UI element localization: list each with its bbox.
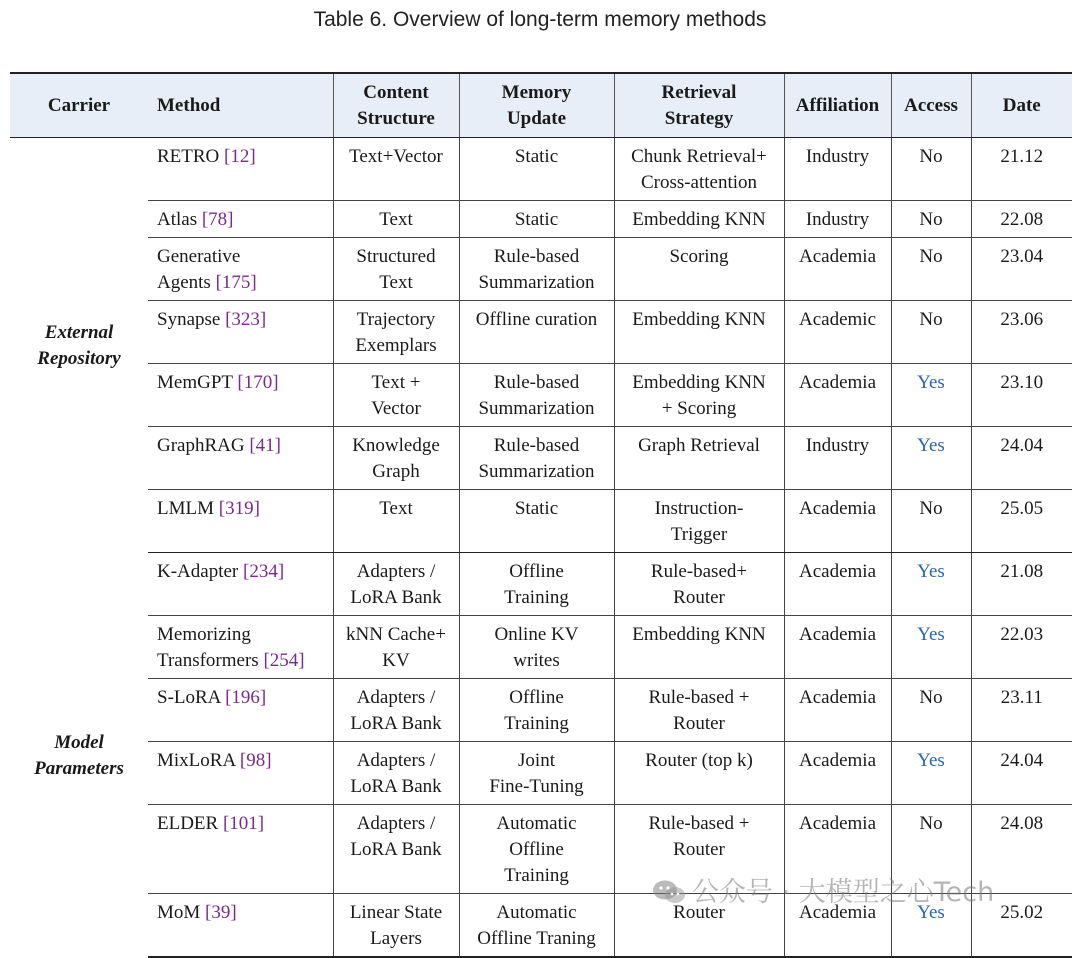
carrier-cell: Model Parameters — [34, 731, 124, 779]
header-retrieval-strategy: Retrieval Strategy — [614, 73, 784, 138]
affiliation-cell: Academia — [784, 805, 891, 894]
affiliation-cell: Academic — [784, 301, 891, 364]
method-cell: Generative Agents [175] — [148, 238, 333, 301]
citation-ref: [196] — [225, 687, 267, 708]
header-content-structure: Content Structure — [333, 73, 459, 138]
header-row — [10, 73, 1072, 138]
access-cell: Yes — [891, 894, 971, 958]
affiliation-cell: Industry — [784, 427, 891, 490]
access-cell: Yes — [891, 616, 971, 679]
retrieval-strategy-cell: Graph Retrieval — [614, 427, 784, 490]
citation-ref: [101] — [222, 813, 265, 834]
method-cell: GraphRAG [41] — [148, 427, 333, 490]
date-cell: 25.05 — [971, 490, 1072, 553]
memory-update-cell: Offline Training — [459, 553, 614, 616]
content-structure-cell: Text — [333, 490, 459, 553]
content-structure-cell: Structured Text — [333, 238, 459, 301]
memory-update-cell: Online KV writes — [459, 616, 614, 679]
access-cell: Yes — [891, 427, 971, 490]
affiliation-cell: Academia — [784, 742, 891, 805]
method-cell: ELDER [101] — [148, 805, 333, 894]
memory-update-cell: Offline Training — [459, 679, 614, 742]
citation-ref: [78] — [201, 209, 234, 230]
access-cell: No — [891, 138, 971, 201]
table-row — [10, 553, 1072, 616]
table-body — [10, 138, 1072, 958]
citation-ref: [319] — [218, 498, 260, 519]
method-cell: RETRO [12] — [148, 138, 333, 201]
access-cell: No — [891, 201, 971, 238]
wechat-icon — [652, 879, 686, 905]
table-row — [10, 427, 1072, 490]
header-method: Method — [148, 73, 333, 138]
content-structure-cell: Text+Vector — [333, 138, 459, 201]
memory-update-cell: Automatic Offline Training — [459, 805, 614, 894]
table-row — [10, 138, 1072, 201]
method-cell: MemGPT [170] — [148, 364, 333, 427]
citation-ref: [175] — [215, 272, 257, 293]
retrieval-strategy-cell: Embedding KNN — [614, 616, 784, 679]
method-cell: S-LoRA [196] — [148, 679, 333, 742]
affiliation-cell: Academia — [784, 238, 891, 301]
memory-update-cell: Rule-based Summarization — [459, 238, 614, 301]
retrieval-strategy-cell: Rule-based + Router — [614, 679, 784, 742]
method-cell: MoM [39] — [148, 894, 333, 958]
citation-ref: [41] — [249, 435, 282, 456]
retrieval-strategy-cell: Embedding KNN + Scoring — [614, 364, 784, 427]
long-term-memory-table — [10, 72, 1072, 958]
affiliation-cell: Industry — [784, 138, 891, 201]
access-cell: No — [891, 301, 971, 364]
access-cell: No — [891, 490, 971, 553]
table-row — [10, 616, 1072, 679]
table-row — [10, 301, 1072, 364]
method-cell: K-Adapter [234] — [148, 553, 333, 616]
access-cell: Yes — [891, 364, 971, 427]
retrieval-strategy-cell: Scoring — [614, 238, 784, 301]
access-cell: No — [891, 679, 971, 742]
retrieval-strategy-cell: Router — [614, 894, 784, 958]
citation-ref: [234] — [243, 561, 285, 582]
memory-update-cell: Automatic Offline Traning — [459, 894, 614, 958]
citation-ref: [170] — [237, 372, 279, 393]
date-cell: 25.02 — [971, 894, 1072, 958]
memory-update-cell: Joint Fine-Tuning — [459, 742, 614, 805]
access-cell: Yes — [891, 742, 971, 805]
method-cell: Atlas [78] — [148, 201, 333, 238]
citation-ref: [39] — [205, 902, 237, 923]
date-cell: 24.08 — [971, 805, 1072, 894]
retrieval-strategy-cell: Chunk Retrieval+ Cross-attention — [614, 138, 784, 201]
header-memory-update: Memory Update — [459, 73, 614, 138]
table-row — [10, 742, 1072, 805]
header-carrier: Carrier — [10, 73, 148, 138]
retrieval-strategy-cell: Instruction- Trigger — [614, 490, 784, 553]
table-row — [10, 364, 1072, 427]
watermark — [652, 870, 994, 909]
method-cell: MixLoRA [98] — [148, 742, 333, 805]
table-row — [10, 201, 1072, 238]
header-date: Date — [971, 73, 1072, 138]
affiliation-cell: Academia — [784, 894, 891, 958]
retrieval-strategy-cell: Embedding KNN — [614, 301, 784, 364]
date-cell: 22.03 — [971, 616, 1072, 679]
memory-update-cell: Rule-based Summarization — [459, 427, 614, 490]
content-structure-cell: Adapters / LoRA Bank — [333, 742, 459, 805]
affiliation-cell: Academia — [784, 490, 891, 553]
content-structure-cell: kNN Cache+ KV — [333, 616, 459, 679]
content-structure-cell: Adapters / LoRA Bank — [333, 679, 459, 742]
memory-update-cell: Offline curation — [459, 301, 614, 364]
affiliation-cell: Academia — [784, 553, 891, 616]
date-cell: 24.04 — [971, 427, 1072, 490]
watermark-text: 公众号 · 大模型之心Tech — [692, 877, 995, 908]
carrier-cell: External Repository — [37, 322, 121, 370]
citation-ref: [98] — [239, 750, 272, 771]
affiliation-cell: Academia — [784, 679, 891, 742]
access-cell: No — [891, 805, 971, 894]
method-cell: LMLM [319] — [148, 490, 333, 553]
date-cell: 21.12 — [971, 138, 1072, 201]
table-row — [10, 238, 1072, 301]
memory-update-cell: Rule-based Summarization — [459, 364, 614, 427]
date-cell: 24.04 — [971, 742, 1072, 805]
access-cell: No — [891, 238, 971, 301]
method-cell: Synapse [323] — [148, 301, 333, 364]
method-cell: Memorizing Transformers [254] — [148, 616, 333, 679]
header-affiliation: Affiliation — [784, 73, 891, 138]
header-access: Access — [891, 73, 971, 138]
date-cell: 22.08 — [971, 201, 1072, 238]
content-structure-cell: Text + Vector — [333, 364, 459, 427]
access-cell: Yes — [891, 553, 971, 616]
date-cell: 21.08 — [971, 553, 1072, 616]
content-structure-cell: Knowledge Graph — [333, 427, 459, 490]
date-cell: 23.10 — [971, 364, 1072, 427]
content-structure-cell: Trajectory Exemplars — [333, 301, 459, 364]
retrieval-strategy-cell: Rule-based + Router — [614, 805, 784, 894]
retrieval-strategy-cell: Router (top k) — [614, 742, 784, 805]
memory-update-cell: Static — [459, 490, 614, 553]
memory-update-cell: Static — [459, 138, 614, 201]
table-row — [10, 490, 1072, 553]
date-cell: 23.04 — [971, 238, 1072, 301]
table-caption: Table 6. Overview of long-term memory methods — [313, 8, 767, 31]
affiliation-cell: Academia — [784, 364, 891, 427]
affiliation-cell: Academia — [784, 616, 891, 679]
date-cell: 23.11 — [971, 679, 1072, 742]
citation-ref: [254] — [263, 650, 305, 671]
date-cell: 23.06 — [971, 301, 1072, 364]
content-structure-cell: Text — [333, 201, 459, 238]
affiliation-cell: Industry — [784, 201, 891, 238]
citation-ref: [12] — [224, 146, 256, 167]
content-structure-cell: Adapters / LoRA Bank — [333, 553, 459, 616]
table-row — [10, 679, 1072, 742]
retrieval-strategy-cell: Embedding KNN — [614, 201, 784, 238]
content-structure-cell: Adapters / LoRA Bank — [333, 805, 459, 894]
citation-ref: [323] — [225, 309, 267, 330]
content-structure-cell: Linear State Layers — [333, 894, 459, 958]
memory-update-cell: Static — [459, 201, 614, 238]
retrieval-strategy-cell: Rule-based+ Router — [614, 553, 784, 616]
